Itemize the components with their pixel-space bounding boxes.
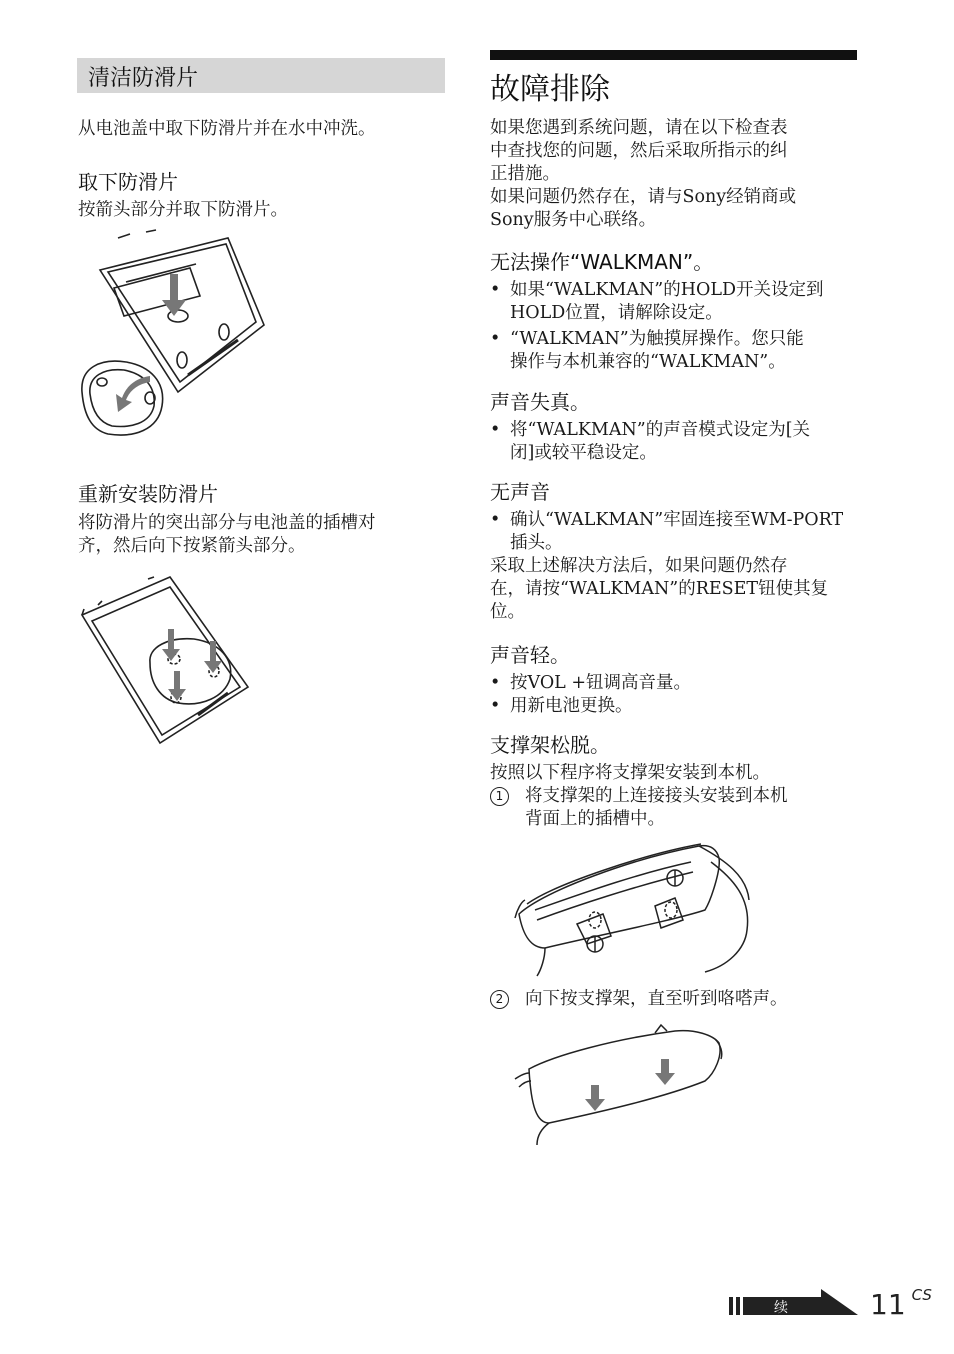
stand-heading: 支撑架松脱。 [490,733,610,757]
list-item: • 按VOL +钮调高音量。 [490,672,857,695]
section-title: 清洁防滑片 [88,66,199,91]
intro-line: 如果您遇到系统问题，请在以下检查表 [490,118,788,138]
title-rule [490,50,857,60]
list-item: • 将“WALKMAN”的声音模式设定为[关 闭]或较平稳设定。 [490,419,857,465]
no-sound-note: 采取上述解决方法后，如果问题仍然存 在，请按“WALKMAN”的RESET钮使其复 位。 [490,556,829,622]
step-number: 1 [490,787,509,806]
page-title: 故障排除 [490,72,610,107]
remove-heading: 取下防滑片 [78,170,178,194]
stand-step2-illustration [515,1025,725,1145]
issue-list-cannot-operate [490,279,857,374]
intro-line: 如果问题仍然存在，请与Sony经销商或 [490,187,797,207]
intro-line: Sony服务中心联络。 [490,210,657,230]
stand-instructions [490,762,857,831]
reattach-heading: 重新安装防滑片 [78,482,218,506]
stand-intro: 按照以下程序将支撑架安装到本机。 [490,763,770,783]
remove-text: 按箭头部分并取下防滑片。 [78,200,288,220]
continue-label: 续 [774,1300,788,1316]
issue-list-distortion [490,419,857,465]
left-intro: 从电池盖中取下防滑片并在水中冲洗。 [78,119,376,139]
issue-list-low-volume [490,672,857,718]
list-item: • “WALKMAN”为触摸屏操作。您只能 操作与本机兼容的“WALKMAN”。 [490,328,857,374]
step-2: 2 向下按支撑架，直至听到咯嗒声。 [490,988,892,1011]
language-code: CS [911,1286,932,1304]
list-item: • 确认“WALKMAN”牢固连接至WM-PORT 插头。 [490,509,857,555]
issue-list-no-sound [490,509,857,624]
step-number: 2 [490,990,509,1009]
issue-heading-no-sound: 无声音 [490,480,550,504]
remove-grip-illustration [78,230,278,445]
reattach-grip-illustration [78,575,253,750]
troubleshoot-intro [490,117,796,232]
issue-heading-low-volume: 声音轻。 [490,643,570,667]
section-title-bar [77,58,445,93]
continue-marker [729,1289,858,1321]
intro-line: 正措施。 [490,164,560,184]
intro-line: 中查找您的问题，然后采取所指示的纠 [490,141,788,161]
issue-heading-distortion: 声音失真。 [490,390,590,414]
list-item: • 用新电池更换。 [490,695,857,718]
page-number: 11 $^{CS}$ [870,1286,932,1321]
reattach-text-1: 将防滑片的突出部分与电池盖的插槽对 [78,513,376,533]
reattach-text-2: 齐，然后向下按紧箭头部分。 [78,536,306,556]
list-item: • 如果“WALKMAN”的HOLD开关设定到 HOLD位置，请解除设定。 [490,279,857,325]
stand-step1-illustration [515,840,755,978]
issue-heading-cannot-operate: 无法操作“WALKMAN”。 [490,250,714,274]
step-1: 1 将支撑架的上连接接头安装到本机 背面上的插槽中。 [490,785,857,831]
